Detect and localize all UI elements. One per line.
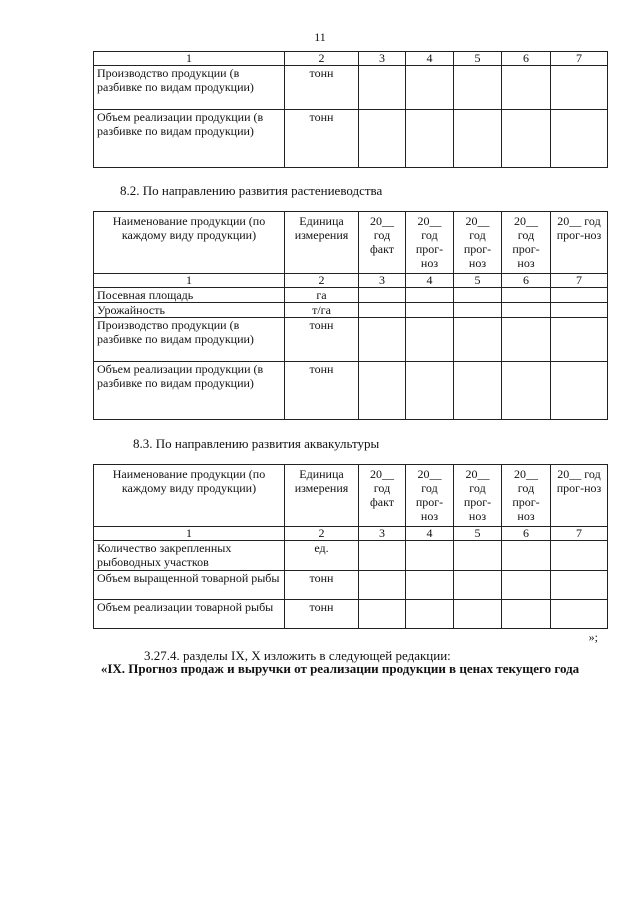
col-number: 2 (285, 274, 359, 288)
section-title: «IX. Прогноз продаж и выручки от реализации продукции в ценах текущего года (100, 661, 580, 676)
col-number: 5 (454, 274, 502, 288)
col-number: 2 (285, 52, 359, 66)
header-unit: Единица измерения (285, 465, 359, 527)
col-number: 3 (359, 527, 406, 541)
table-crop-production (93, 211, 608, 420)
col-number: 1 (94, 527, 285, 541)
closing-quote: »; (588, 630, 598, 644)
col-number: 4 (406, 52, 454, 66)
col-number: 6 (502, 274, 551, 288)
header-year-forecast: 20__ год прог-ноз (406, 465, 454, 527)
header-row (94, 465, 608, 527)
header-year-forecast: 20__ год прог-ноз (454, 212, 502, 274)
row-unit: ед. (285, 541, 359, 571)
row-name: Количество закрепленных рыбоводных участков (94, 541, 285, 571)
header-year-forecast: 20__ год прог-ноз (551, 212, 608, 274)
row-unit: тонн (285, 110, 359, 168)
column-number-row (94, 52, 608, 66)
row-name: Урожайность (94, 303, 285, 318)
col-number: 4 (406, 527, 454, 541)
header-year-forecast: 20__ год прог-ноз (406, 212, 454, 274)
header-year-forecast: 20__ год прог-ноз (551, 465, 608, 527)
table-aquaculture (93, 464, 608, 629)
header-year-forecast: 20__ год прог-ноз (502, 212, 551, 274)
table-row (94, 288, 608, 303)
row-unit: тонн (285, 362, 359, 420)
table-row (94, 110, 608, 168)
table-row (94, 541, 608, 571)
table-row (94, 362, 608, 420)
header-unit: Единица измерения (285, 212, 359, 274)
header-year-forecast: 20__ год прог-ноз (454, 465, 502, 527)
col-number: 4 (406, 274, 454, 288)
col-number: 1 (94, 274, 285, 288)
table-row (94, 318, 608, 362)
col-number: 7 (551, 527, 608, 541)
row-unit: тонн (285, 571, 359, 600)
header-product-name: Наименование продукции (по каждому виду продукции) (94, 212, 285, 274)
col-number: 7 (551, 274, 608, 288)
header-year-fact: 20__ год факт (359, 212, 406, 274)
heading-8-2: 8.2. По направлению развития растениеводства (120, 183, 383, 198)
table-row (94, 66, 608, 110)
row-unit: тонн (285, 318, 359, 362)
row-name: Объем выращенной товарной рыбы (94, 571, 285, 600)
col-number: 3 (359, 274, 406, 288)
row-name: Объем реализации продукции (в разбивке по видам продукции) (94, 362, 285, 420)
row-unit: т/га (285, 303, 359, 318)
column-number-row (94, 527, 608, 541)
header-year-fact: 20__ год факт (359, 465, 406, 527)
col-number: 2 (285, 527, 359, 541)
col-number: 5 (454, 527, 502, 541)
row-unit: тонн (285, 600, 359, 629)
row-name: Посевная площадь (94, 288, 285, 303)
table-production-continued (93, 51, 608, 168)
column-number-row (94, 274, 608, 288)
col-number: 3 (359, 52, 406, 66)
row-name: Объем реализации продукции (в разбивке по видам продукции) (94, 110, 285, 168)
row-unit: га (285, 288, 359, 303)
amendment-paragraph: 3.27.4. разделы IX, X изложить в следующей редакции: (144, 648, 451, 663)
col-number: 1 (94, 52, 285, 66)
row-name: Производство продукции (в разбивке по видам продукции) (94, 318, 285, 362)
header-product-name: Наименование продукции (по каждому виду продукции) (94, 465, 285, 527)
header-year-forecast: 20__ год прог-ноз (502, 465, 551, 527)
row-name: Объем реализации товарной рыбы (94, 600, 285, 629)
header-row (94, 212, 608, 274)
table-row (94, 571, 608, 600)
page-number: 11 (314, 30, 326, 44)
col-number: 6 (502, 527, 551, 541)
table-row (94, 303, 608, 318)
col-number: 5 (454, 52, 502, 66)
table-row (94, 600, 608, 629)
row-name: Производство продукции (в разбивке по видам продукции) (94, 66, 285, 110)
row-unit: тонн (285, 66, 359, 110)
heading-8-3: 8.3. По направлению развития аквакультуры (133, 436, 380, 451)
col-number: 6 (502, 52, 551, 66)
col-number: 7 (551, 52, 608, 66)
